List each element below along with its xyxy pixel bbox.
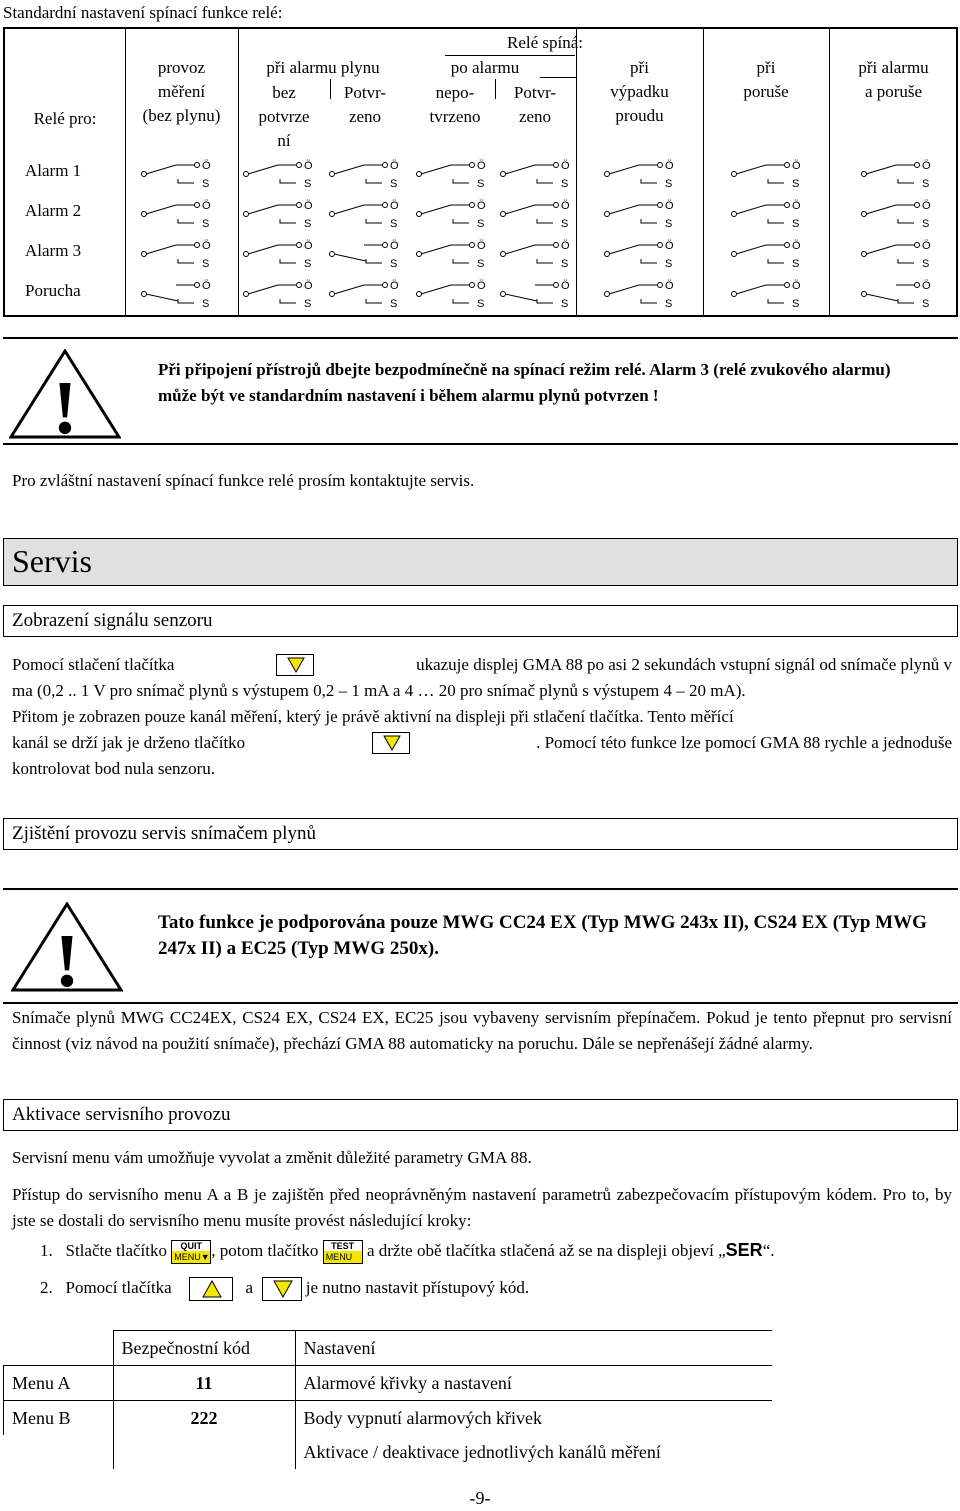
switch-label-open: Ö xyxy=(665,240,674,252)
relay-switch-icon xyxy=(328,199,410,229)
table-cell: Alarmové křivky a nastavení xyxy=(295,1366,772,1401)
quit-menu-button xyxy=(171,1240,211,1264)
row-label: Alarm 1 xyxy=(25,161,82,180)
switch-label-closed: S xyxy=(665,218,673,229)
switch-label-open: Ö xyxy=(477,280,486,292)
table-cell: 222 xyxy=(113,1401,295,1436)
switch-label-open: Ö xyxy=(390,160,399,172)
button-label xyxy=(172,1251,210,1263)
switch-label-open: Ö xyxy=(304,240,313,252)
switch-label-open: Ö xyxy=(390,240,399,252)
table-cell: Aktivace / deaktivace jednotlivých kanálů měření xyxy=(303,1441,661,1462)
text: Pomocí stlačení tlačítka xyxy=(12,655,175,674)
relay-switch-icon xyxy=(860,199,942,229)
down-button xyxy=(262,1277,302,1301)
relay-switch-icon xyxy=(328,159,410,189)
relay-switch-icon xyxy=(140,279,222,309)
section-title: Zjištění provozu servis snímačem plynů xyxy=(12,823,316,844)
switch-label-closed: S xyxy=(390,218,398,229)
snimace-paragraph: Snímače plynů MWG CC24EX, CS24 EX, CS24 EX, EC25 jsou vybaveny servisním přepínačem. Pokud je tento přepnut pro servisní činnost (viz návod na použití snímače), přechází GMA 88 automaticky na poruchu. Dále se nepřenášejí žádné alarmy. xyxy=(12,1008,952,1053)
relay-switch-icon xyxy=(415,239,497,269)
section-aktivace xyxy=(3,1099,958,1131)
switch-label-open: Ö xyxy=(561,200,570,212)
down-triangle-icon: ▼ xyxy=(200,1252,210,1263)
text: a držte obě tlačítka stlačená až se na displeji objeví „ xyxy=(362,1241,726,1260)
switch-label-open: Ö xyxy=(390,200,399,212)
header-rele-pro: Relé pro: xyxy=(33,109,97,128)
relay-switch-icon xyxy=(603,159,685,189)
relay-switch-icon xyxy=(603,239,685,269)
relay-switch-icon xyxy=(140,199,222,229)
row-label: Alarm 3 xyxy=(25,241,82,260)
header-vypadek: při výpadku proudu xyxy=(610,58,669,125)
ser-code: SER xyxy=(725,1240,763,1260)
relay-switch-icon xyxy=(415,199,497,229)
header-potvrzeno-2: Potvr- zeno xyxy=(513,83,557,126)
relay-switch-icon xyxy=(328,279,410,309)
test-menu-button xyxy=(323,1240,363,1264)
switch-label-closed: S xyxy=(390,258,398,269)
switch-label-open: Ö xyxy=(477,240,486,252)
switch-label-closed: S xyxy=(792,298,800,309)
switch-label-open: Ö xyxy=(202,280,211,292)
switch-label-closed: S xyxy=(665,258,673,269)
text: ukazuje displej GMA 88 po asi 2 sekundách vstupní signál od snímače plynů v xyxy=(416,655,952,674)
switch-label-closed: S xyxy=(665,298,673,309)
step-number: 1. xyxy=(40,1241,53,1260)
button-label: MENU xyxy=(174,1252,201,1263)
relay-switch-icon xyxy=(415,279,497,309)
relay-switch-icon xyxy=(730,199,812,229)
relay-switch-icon xyxy=(730,279,812,309)
section-servis xyxy=(3,538,958,586)
switch-label-closed: S xyxy=(922,258,930,269)
up-button xyxy=(189,1277,233,1301)
page-number: -9- xyxy=(469,1488,491,1508)
switch-label-open: Ö xyxy=(792,280,801,292)
relay-switch-icon xyxy=(328,239,410,269)
relay-switch-icon xyxy=(242,279,324,309)
relay-switch-icon xyxy=(860,279,942,309)
switch-label-closed: S xyxy=(202,298,210,309)
text: a xyxy=(245,1278,254,1297)
switch-label-open: Ö xyxy=(561,160,570,172)
table-row xyxy=(4,1435,772,1469)
table-cell: Menu B xyxy=(4,1401,114,1436)
relay-switch-icon xyxy=(140,239,222,269)
section-title: Aktivace servisního provozu xyxy=(12,1104,231,1125)
table-cell xyxy=(4,1331,114,1366)
relay-switch-icon xyxy=(499,159,581,189)
switch-label-open: Ö xyxy=(304,160,313,172)
table-title: Standardní nastavení spínací funkce relé: xyxy=(3,3,283,22)
switch-label-closed: S xyxy=(304,218,312,229)
header-bez-potvrzeni: bez potvrze ní xyxy=(258,83,310,150)
header-potvrzeno: Potvr- zeno xyxy=(343,83,387,126)
switch-label-open: Ö xyxy=(922,280,931,292)
switch-label-open: Ö xyxy=(561,240,570,252)
text: je nutno nastavit přístupový kód. xyxy=(305,1278,530,1297)
relay-switch-icon xyxy=(242,239,324,269)
section-title: Zobrazení signálu senzoru xyxy=(12,610,213,631)
svg-text:!: ! xyxy=(54,919,80,992)
table-cell xyxy=(4,1435,114,1469)
header-poruse: při poruše xyxy=(743,58,789,101)
switch-label-open: Ö xyxy=(792,160,801,172)
warning-box xyxy=(3,337,958,445)
switch-label-closed: S xyxy=(477,178,485,189)
section-zobrazeni xyxy=(3,605,958,637)
warning-icon xyxy=(9,349,121,439)
table-cell: Body vypnutí alarmových křivek xyxy=(295,1401,772,1436)
down-button xyxy=(276,654,314,676)
table-cell: 11 xyxy=(113,1366,295,1401)
switch-label-open: Ö xyxy=(304,280,313,292)
relay-switch-icon xyxy=(730,239,812,269)
relay-switch-icon xyxy=(499,239,581,269)
text: Stlačte tlačítko xyxy=(65,1241,167,1260)
relay-switch-icon xyxy=(603,199,685,229)
switch-label-open: Ö xyxy=(390,280,399,292)
table-cell: Menu A xyxy=(4,1366,114,1401)
relay-switch-icon xyxy=(499,279,581,309)
section-zjisteni xyxy=(3,818,958,850)
button-label: MENU xyxy=(324,1251,362,1263)
text: ma (0,2 .. 1 V pro snímač plynů s výstupem 0,2 – 1 mA a 4 … 20 pro snímač plynů s výstupem 4 – 20 mA). xyxy=(12,681,746,700)
zobrazeni-paragraph xyxy=(12,652,952,782)
relay-switch-icon xyxy=(860,239,942,269)
aktivace-p2: Přístup do servisního menu A a B je zajištěn před neoprávněným nastavení parametrů zabezpečovacím přístupovým kódem. Pro to, by jste se dostali do servisního menu musíte provést následující kroky: xyxy=(12,1185,952,1230)
switch-label-open: Ö xyxy=(561,280,570,292)
header-po-alarmu: po alarmu xyxy=(450,58,520,77)
text: Přitom je zobrazen pouze kanál měření, který je právě aktivní na displeji při stlačení tlačítka. Tento měřící xyxy=(12,707,734,726)
table-header-row xyxy=(4,1331,772,1366)
switch-label-closed: S xyxy=(390,178,398,189)
row-label: Porucha xyxy=(25,281,81,300)
down-arrow-icon xyxy=(273,1280,293,1298)
warning-icon xyxy=(11,902,123,992)
switch-label-closed: S xyxy=(922,298,930,309)
switch-label-open: Ö xyxy=(792,240,801,252)
switch-label-closed: S xyxy=(304,178,312,189)
text: kanál se drží jak je drženo tlačítko xyxy=(12,733,246,752)
switch-label-closed: S xyxy=(202,178,210,189)
switch-label-open: Ö xyxy=(922,160,931,172)
table-row xyxy=(4,1401,772,1436)
down-button xyxy=(372,732,410,754)
switch-label-closed: S xyxy=(561,218,569,229)
relay-switch-icon xyxy=(603,279,685,309)
switch-label-closed: S xyxy=(792,258,800,269)
switch-label-closed: S xyxy=(202,258,210,269)
button-label: TEST xyxy=(331,1241,355,1252)
step-number: 2. xyxy=(40,1278,53,1297)
switch-label-closed: S xyxy=(202,218,210,229)
relay-switch-icon xyxy=(242,199,324,229)
down-arrow-icon xyxy=(287,657,305,673)
switch-label-open: Ö xyxy=(202,240,211,252)
switch-label-closed: S xyxy=(477,218,485,229)
step-1 xyxy=(40,1237,955,1264)
switch-label-closed: S xyxy=(477,258,485,269)
switch-label-closed: S xyxy=(477,298,485,309)
switch-label-closed: S xyxy=(561,298,569,309)
relay-switch-icon xyxy=(730,159,812,189)
relay-switch-icon xyxy=(140,159,222,189)
relay-switch-icon xyxy=(242,159,324,189)
switch-label-open: Ö xyxy=(202,200,211,212)
relay-switch-icon xyxy=(860,159,942,189)
switch-label-closed: S xyxy=(390,298,398,309)
warning-box xyxy=(3,888,958,1004)
switch-label-closed: S xyxy=(561,178,569,189)
switch-label-closed: S xyxy=(665,178,673,189)
warning-text: Tato funkce je podporována pouze MWG CC24 EX (Typ MWG 243x II), CS24 EX (Typ MWG 247x II) a EC25 (Typ MWG 250x). xyxy=(158,912,927,959)
switch-label-closed: S xyxy=(792,218,800,229)
warning-text: Při připojení přístrojů dbejte bezpodmínečně na spínací režim relé. Alarm 3 (relé zvukového alarmu) může být ve standardním nastavení i během alarmu plynů potvrzen ! xyxy=(158,360,891,405)
text: . Pomocí této funkce lze pomocí GMA 88 rychle a jednoduše xyxy=(536,733,952,752)
text: , potom tlačítko xyxy=(211,1241,319,1260)
aktivace-p1: Servisní menu vám umožňuje vyvolat a změnit důležité parametry GMA 88. xyxy=(12,1148,532,1167)
relay-table xyxy=(3,27,958,317)
header-provoz: provoz měření (bez plynu) xyxy=(142,58,221,125)
switch-label-open: Ö xyxy=(304,200,313,212)
text: Pomocí tlačítka xyxy=(65,1278,172,1297)
text: “. xyxy=(762,1241,775,1260)
switch-label-closed: S xyxy=(304,258,312,269)
header-spina: Relé spíná: xyxy=(506,33,583,52)
header-nepotvrzeno: nepo- tvrzeno xyxy=(429,83,481,126)
table-cell xyxy=(113,1435,295,1469)
switch-label-closed: S xyxy=(304,298,312,309)
button-label: QUIT xyxy=(180,1241,202,1252)
table-row xyxy=(4,1366,772,1401)
switch-label-open: Ö xyxy=(922,240,931,252)
header-alarm-poruse: při alarmu a poruše xyxy=(858,58,929,101)
step-2 xyxy=(40,1275,529,1301)
row-label: Alarm 2 xyxy=(25,201,82,220)
header-alarm-plynu: při alarmu plynu xyxy=(266,58,380,77)
up-arrow-icon xyxy=(202,1280,222,1298)
switch-label-closed: S xyxy=(561,258,569,269)
switch-label-open: Ö xyxy=(665,200,674,212)
relay-switch-icon xyxy=(415,159,497,189)
switch-label-closed: S xyxy=(922,218,930,229)
section-title: Servis xyxy=(12,543,92,579)
switch-label-open: Ö xyxy=(665,160,674,172)
table-header: Nastavení xyxy=(295,1331,772,1366)
switch-label-open: Ö xyxy=(792,200,801,212)
switch-label-closed: S xyxy=(922,178,930,189)
svg-text:!: ! xyxy=(52,366,78,439)
note-servis: Pro zvláštní nastavení spínací funkce relé prosím kontaktujte servis. xyxy=(12,471,475,490)
text: kontrolovat bod nula senzoru. xyxy=(12,759,216,778)
switch-label-closed: S xyxy=(792,178,800,189)
code-table xyxy=(3,1330,772,1469)
switch-label-open: Ö xyxy=(477,200,486,212)
switch-label-open: Ö xyxy=(922,200,931,212)
switch-label-open: Ö xyxy=(665,280,674,292)
switch-label-open: Ö xyxy=(477,160,486,172)
relay-switch-icon xyxy=(499,199,581,229)
down-arrow-icon xyxy=(383,735,401,751)
switch-label-open: Ö xyxy=(202,160,211,172)
table-header: Bezpečnostní kód xyxy=(113,1331,295,1366)
